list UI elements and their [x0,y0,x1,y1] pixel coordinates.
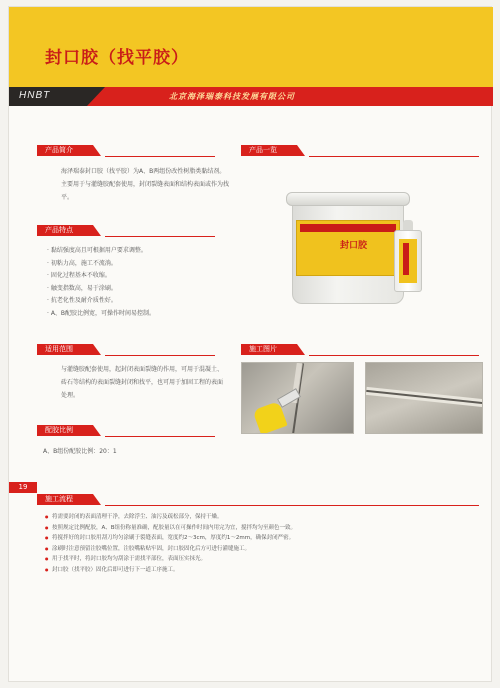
product-photo [244,162,464,312]
section-tag-process: 施工流程 [37,494,93,505]
process-step: ● 将搅拌好的封口胶用刮刀均匀涂刷于裂缝表面，宽度约2～3cm，厚度约1～2mm，确保封闭严密。 [45,533,475,544]
process-steps [45,512,475,575]
feature-item: · A、B配胶比例宽，可操作时间易控制。 [47,309,156,317]
section-rule [105,156,215,157]
process-step: ● 将需要封闭的表面清理干净，去除浮尘、油污及疏松部分，保持干燥。 [45,512,475,523]
bucket-lid [286,192,410,206]
construction-photo-2 [365,362,483,434]
section-tag-scope: 适用范围 [37,344,93,355]
feature-item: · 初粘力高，施工不流淌。 [47,259,117,267]
process-step: ● 涂刷时注意预留注胶嘴位置，注胶嘴粘贴牢固，封口胶固化后方可进行灌缝施工。 [45,544,475,555]
section-rule [309,355,479,356]
section-rule [309,156,479,157]
page-number: 19 [9,482,37,493]
tube-image [394,230,422,292]
page-title: 封口胶（找平胶） [45,48,189,68]
section-tag-mix-ratio: 配胶比例 [37,425,93,436]
bucket-label-stripe [300,224,396,232]
tube-label-stripe [403,243,409,275]
bucket-label-text: 封口胶 [340,241,368,251]
feature-item: · 抗老化性及耐介质性好。 [47,297,117,304]
feature-item: · 触变指数高，易于涂刷。 [47,284,117,292]
section-tag-construction-photos: 施工图片 [241,344,297,355]
feature-item: · 黏结强度高且可根据用户要求调整。 [47,247,147,254]
features-list [47,245,227,320]
section-tag-features: 产品特点 [37,225,93,236]
brochure-page [8,6,492,682]
section-rule [105,355,215,356]
process-step: ● 用于找平时，将封口胶均匀刮涂于需找平部位，表面压实抹光。 [45,554,475,565]
company-name: 北京海泽瑞泰科技发展有限公司 [169,92,295,101]
process-step: ● 封口胶（找平胶）固化后即可进行下一道工序施工。 [45,565,475,576]
section-tag-product-view: 产品一览 [241,145,297,156]
intro-text: 海泽瑞泰封口胶（找平胶）为A、B两组份改性树脂类黏结剂。主要用于与灌缝胶配套使用，封闭裂缝表面和结构表面或作为找平。 [61,168,230,201]
section-tag-intro: 产品简介 [37,145,93,156]
section-rule [105,436,215,437]
process-step: ● 按照规定比例配胶，A、B组份称量准确，配胶量以在可操作时间内用完为宜，搅拌均匀至颜色一致。 [45,523,475,534]
section-rule [105,505,479,506]
section-rule [105,236,215,237]
brand-mark: HNBT [19,90,51,101]
feature-item: · 固化过程基本不收缩。 [47,272,111,279]
scope-text: 与灌缝胶配套使用，起封闭表面裂缝的作用，可用于混凝土、砖石等结构的表面裂缝封闭和找平，也可用于加固工程的表面处理。 [61,366,224,399]
construction-photo-1 [241,362,354,434]
mix-ratio-text: A、B组份配胶比例：20：1 [43,448,117,455]
